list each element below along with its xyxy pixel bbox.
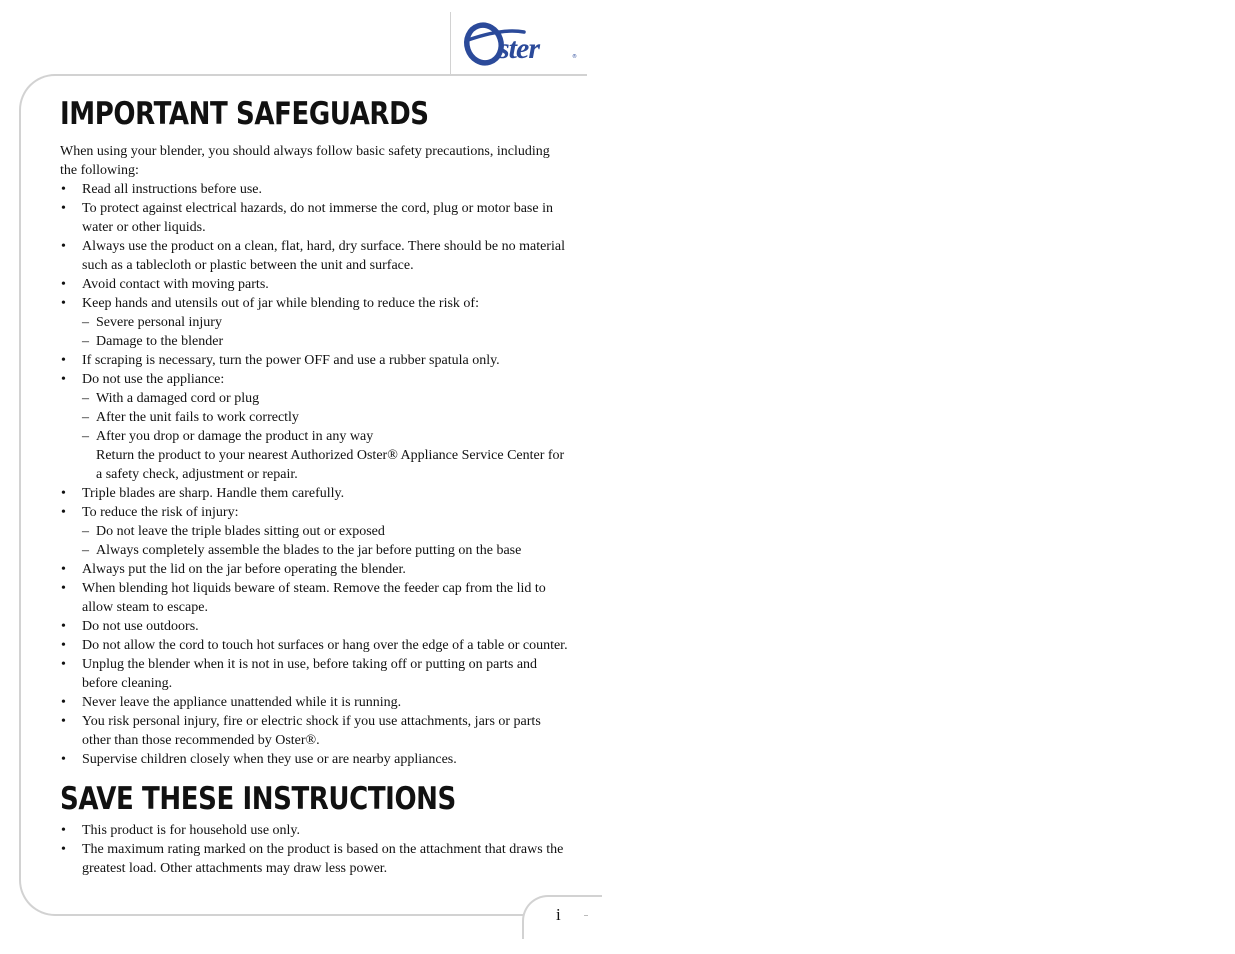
list-item <box>60 712 570 750</box>
sub-list-item: – Damage to the blender <box>82 332 570 351</box>
list-item <box>60 199 570 237</box>
list-item-text: When blending hot liquids beware of steam. Remove the feeder cap from the lid to allow steam to escape. <box>82 581 546 615</box>
list-item-text: This product is for household use only. <box>82 823 301 838</box>
sub-list <box>82 313 570 351</box>
list-item <box>60 840 570 878</box>
list-item-text: Avoid contact with moving parts. <box>82 277 269 292</box>
list-item-text: Read all instructions before use. <box>82 182 263 197</box>
sub-list-item: – After the unit fails to work correctly <box>82 408 570 427</box>
sub-list <box>82 389 570 446</box>
list-item <box>60 617 570 636</box>
list-item <box>60 750 570 769</box>
list-item <box>60 351 570 370</box>
save-instructions-list <box>60 821 570 878</box>
logo-divider <box>450 12 451 74</box>
list-item-text: Supervise children closely when they use or are nearby appliances. <box>82 752 457 767</box>
list-item-text: Never leave the appliance unattended while it is running. <box>82 695 402 710</box>
list-item <box>60 484 570 503</box>
list-item <box>60 237 570 275</box>
list-item <box>60 560 570 579</box>
save-instructions-title: SAVE THESE INSTRUCTIONS <box>60 781 456 817</box>
list-item <box>60 821 570 840</box>
list-item <box>60 579 570 617</box>
main-content <box>60 92 570 878</box>
list-item-text: To protect against electrical hazards, do not immerse the cord, plug or motor base in water or other liquids. <box>82 201 553 235</box>
list-item-text: Triple blades are sharp. Handle them carefully. <box>82 486 345 501</box>
page-number-tab <box>522 895 602 939</box>
list-item <box>60 275 570 294</box>
list-item-text: Always put the lid on the jar before operating the blender. <box>82 562 406 577</box>
list-item-text: Do not allow the cord to touch hot surfaces or hang over the edge of a table or counter. <box>82 638 568 653</box>
list-item <box>60 370 570 484</box>
oster-logo <box>462 18 580 68</box>
list-item-text: If scraping is necessary, turn the power OFF and use a rubber spatula only. <box>82 353 500 368</box>
safeguards-list <box>60 180 570 769</box>
sub-list-item: – Do not leave the triple blades sitting out or exposed <box>82 522 570 541</box>
list-item <box>60 693 570 712</box>
safeguards-intro: When using your blender, you should always follow basic safety precautions, including the following: <box>60 144 550 178</box>
list-item-text: To reduce the risk of injury: <box>82 505 239 520</box>
safeguards-title: IMPORTANT SAFEGUARDS <box>60 96 429 132</box>
list-item-text: Keep hands and utensils out of jar while blending to reduce the risk of: <box>82 296 479 311</box>
svg-text:®: ® <box>572 54 577 60</box>
sub-list <box>82 522 570 560</box>
list-item-text: You risk personal injury, fire or electric shock if you use attachments, jars or parts other than those recommended by Oster®. <box>82 714 541 748</box>
page-number: i <box>556 905 561 924</box>
sub-list-item: – After you drop or damage the product in any way <box>82 427 570 446</box>
list-item-text: Always use the product on a clean, flat, hard, dry surface. There should be no material such as a tablecloth or plastic between the unit and surface. <box>82 239 565 273</box>
sub-list-item: – Always completely assemble the blades to the jar before putting on the base <box>82 541 570 560</box>
sub-list-item: – Severe personal injury <box>82 313 570 332</box>
tab-tick <box>584 915 588 916</box>
logo-wordmark: ster <box>498 32 539 65</box>
list-item <box>60 503 570 560</box>
list-item <box>60 294 570 351</box>
list-item-text: Unplug the blender when it is not in use, before taking off or putting on parts and before cleaning. <box>82 657 538 691</box>
list-item <box>60 636 570 655</box>
list-item-text: Do not use the appliance: <box>82 372 225 387</box>
list-item <box>60 180 570 199</box>
list-item-note: Return the product to your nearest Authorized Oster® Appliance Service Center for a safety check, adjustment or repair. <box>96 448 565 482</box>
list-item-text: Do not use outdoors. <box>82 619 199 634</box>
list-item-text: The maximum rating marked on the product is based on the attachment that draws the greatest load. Other attachments may draw less power. <box>82 842 564 876</box>
list-item <box>60 655 570 693</box>
sub-list-item: – With a damaged cord or plug <box>82 389 570 408</box>
